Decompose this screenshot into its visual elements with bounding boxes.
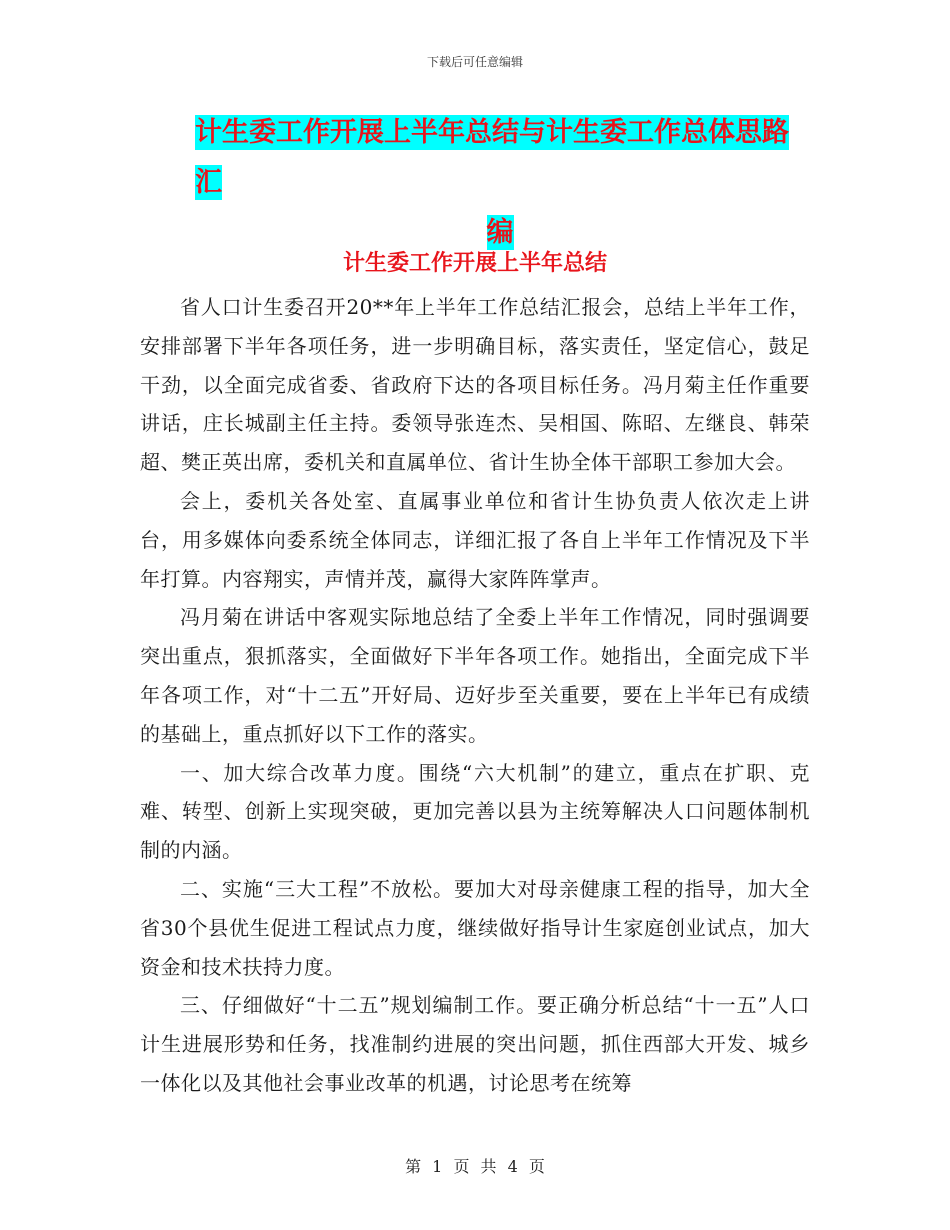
- paragraph: 三、仔细做好“十二五”规划编制工作。要正确分析总结“十一五”人口计生进展形势和任务，找准制约进展的突出问题，抓住西部大开发、城乡一体化以及其他社会事业改革的机遇，讨论思考在统筹: [140, 993, 810, 1095]
- paragraph: 会上，委机关各处室、直属事业单位和省计生协负责人依次走上讲台，用多媒体向委系统全体同志，详细汇报了各自上半年工作情况及下半年打算。内容翔实，声情并茂，赢得大家阵阵掌声。: [140, 488, 810, 591]
- title-line-2: 编: [486, 217, 514, 248]
- page-footer: 第 1 页 共 4 页: [405, 1157, 545, 1176]
- section-subtitle: 计生委工作开展上半年总结: [342, 251, 607, 276]
- paragraph: 省人口计生委召开20**年上半年工作总结汇报会，总结上半年工作，安排部署下半年各项任务，进一步明确目标，落实责任，坚定信心，鼓足干劲，以全面完成省委、省政府下达的各项目标任务。冯月菊主任作重要讲话，庄长城副主任主持。委领导张连杰、吴相国、陈昭、左继良、韩荣超、樊正英出席，委机关和直属单位、省计生协全体干部职工参加大会。: [140, 295, 810, 475]
- header-note: 下载后可任意编辑: [426, 55, 523, 69]
- document-body: [140, 288, 810, 1103]
- paragraph: 冯月菊在讲话中客观实际地总结了全委上半年工作情况，同时强调要突出重点，狠抓落实，全面做好下半年各项工作。她指出，全面完成下半年各项工作，对“十二五”开好局、迈好步至关重要，要在上半年已有成绩的基础上，重点抓好以下工作的落实。: [140, 605, 810, 746]
- title-line-1: 计生委工作开展上半年总结与计生委工作总体思路汇: [195, 117, 789, 198]
- paragraph: 一、加大综合改革力度。围绕“六大机制”的建立，重点在扩职、克难、转型、创新上实现突破，更加完善以县为主统筹解决人口问题体制机制的内涵。: [140, 760, 810, 863]
- paragraph: 二、实施“三大工程”不放松。要加大对母亲健康工程的指导，加大全省30个县优生促进工程试点力度，继续做好指导计生家庭创业试点，加大资金和技术扶持力度。: [140, 876, 810, 979]
- document-title: [195, 108, 805, 258]
